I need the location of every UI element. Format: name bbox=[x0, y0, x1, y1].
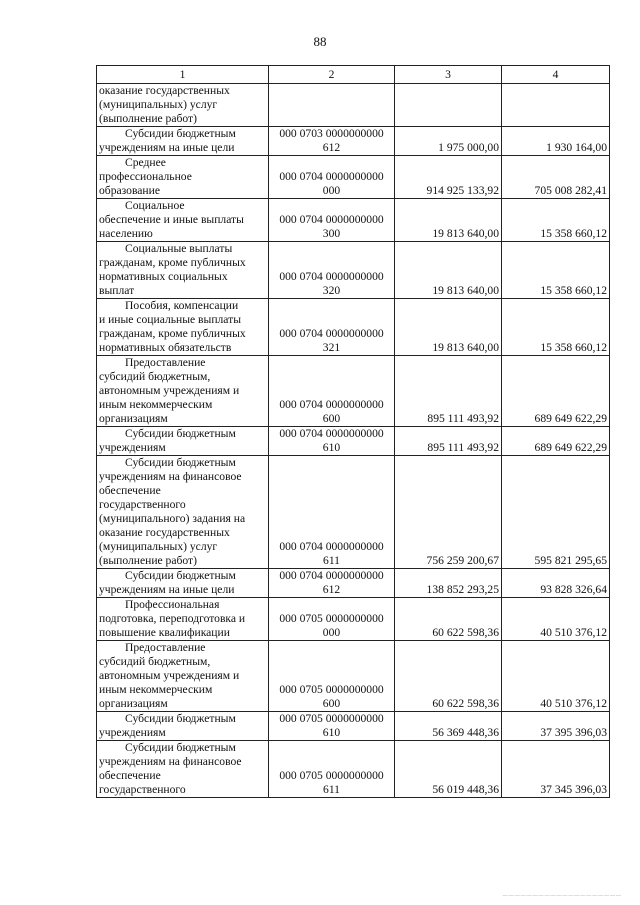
row-name-line: нормативных социальных bbox=[99, 270, 228, 283]
row-amount-cell: 15 358 660,12 bbox=[502, 199, 610, 242]
row-amount-cell: 705 008 282,41 bbox=[502, 156, 610, 199]
row-name-line: Социальные выплаты bbox=[125, 242, 233, 255]
row-code-line: 610 bbox=[322, 726, 341, 739]
table-row bbox=[97, 712, 610, 741]
row-name-line: выплат bbox=[99, 284, 135, 297]
row-code-line: 612 bbox=[322, 141, 341, 154]
row-code-line: 000 0705 0000000000 bbox=[279, 683, 384, 696]
row-name-line: профессиональное bbox=[99, 170, 192, 183]
row-name-line: Субсидии бюджетным bbox=[125, 427, 236, 440]
row-name-line: Пособия, компенсации bbox=[125, 299, 239, 312]
row-amount-cell: 19 813 640,00 bbox=[395, 299, 502, 356]
row-code-cell bbox=[269, 356, 395, 427]
column-header: 3 bbox=[395, 66, 502, 84]
row-code-line: 000 0704 0000000000 bbox=[279, 170, 384, 183]
row-code-cell bbox=[269, 156, 395, 199]
row-name-line: Субсидии бюджетным bbox=[125, 127, 236, 140]
row-amount-cell: 15 358 660,12 bbox=[502, 299, 610, 356]
row-name-line: и иные социальные выплаты bbox=[99, 313, 242, 326]
column-header: 2 bbox=[269, 66, 395, 84]
table-row bbox=[97, 242, 610, 299]
row-name-line: гражданам, кроме публичных bbox=[99, 256, 246, 269]
row-name-line: учреждениям на финансовое bbox=[99, 470, 242, 483]
table-row bbox=[97, 427, 610, 456]
row-name-cell bbox=[97, 156, 269, 199]
row-code-line: 000 0704 0000000000 bbox=[279, 540, 384, 553]
column-header: 4 bbox=[502, 66, 610, 84]
row-name-line: иным некоммерческим bbox=[99, 683, 213, 696]
row-name-cell bbox=[97, 242, 269, 299]
row-code-line: 611 bbox=[323, 783, 340, 796]
table-row bbox=[97, 456, 610, 569]
row-name-line: Предоставление bbox=[125, 641, 206, 654]
row-code-cell bbox=[269, 712, 395, 741]
row-code-line: 000 0704 0000000000 bbox=[279, 327, 384, 340]
row-name-line: (выполнение работ) bbox=[99, 112, 197, 125]
row-name-cell bbox=[97, 712, 269, 741]
row-name-line: организациям bbox=[99, 697, 168, 710]
row-amount-cell: 138 852 293,25 bbox=[395, 569, 502, 598]
row-amount-cell: 1 930 164,00 bbox=[502, 127, 610, 156]
row-name-line: государственного bbox=[99, 498, 186, 511]
row-name-cell bbox=[97, 569, 269, 598]
row-code-cell bbox=[269, 199, 395, 242]
row-name-line: образование bbox=[99, 184, 160, 197]
row-code-cell bbox=[269, 242, 395, 299]
footer-artifact: ──────────────────── bbox=[502, 892, 622, 900]
row-name-cell bbox=[97, 741, 269, 798]
row-amount-cell: 595 821 295,65 bbox=[502, 456, 610, 569]
table-row bbox=[97, 641, 610, 712]
row-code-line: 000 0705 0000000000 bbox=[279, 712, 384, 725]
row-name-cell bbox=[97, 598, 269, 641]
budget-table bbox=[96, 65, 610, 798]
row-amount-cell: 40 510 376,12 bbox=[502, 598, 610, 641]
table-row bbox=[97, 156, 610, 199]
row-amount-cell bbox=[502, 84, 610, 127]
row-name-cell bbox=[97, 299, 269, 356]
row-name-cell bbox=[97, 84, 269, 127]
row-code-cell bbox=[269, 598, 395, 641]
row-amount-cell: 1 975 000,00 bbox=[395, 127, 502, 156]
row-amount-cell: 37 395 396,03 bbox=[502, 712, 610, 741]
row-name-line: обеспечение bbox=[99, 769, 161, 782]
row-code-line: 000 0704 0000000000 bbox=[279, 270, 384, 283]
row-name-line: оказание государственных bbox=[99, 84, 230, 97]
row-name-cell bbox=[97, 127, 269, 156]
row-name-line: гражданам, кроме публичных bbox=[99, 327, 246, 340]
row-code-line: 000 bbox=[322, 184, 341, 197]
row-name-line: повышение квалификации bbox=[99, 626, 230, 639]
row-name-line: Социальное bbox=[125, 199, 185, 212]
row-code-line: 000 0703 0000000000 bbox=[279, 127, 384, 140]
row-amount-cell: 56 019 448,36 bbox=[395, 741, 502, 798]
table-row bbox=[97, 84, 610, 127]
row-amount-cell: 19 813 640,00 bbox=[395, 199, 502, 242]
row-code-line: 000 0705 0000000000 bbox=[279, 769, 384, 782]
row-code-line: 320 bbox=[322, 284, 341, 297]
row-name-line: автономным учреждениям и bbox=[99, 669, 240, 682]
table-row bbox=[97, 199, 610, 242]
row-amount-cell: 37 345 396,03 bbox=[502, 741, 610, 798]
row-code-cell bbox=[269, 127, 395, 156]
row-amount-cell: 40 510 376,12 bbox=[502, 641, 610, 712]
row-name-line: подготовка, переподготовка и bbox=[99, 612, 246, 625]
row-amount-cell: 914 925 133,92 bbox=[395, 156, 502, 199]
row-code-cell bbox=[269, 299, 395, 356]
row-code-cell bbox=[269, 641, 395, 712]
row-name-line: субсидий бюджетным, bbox=[99, 655, 211, 668]
row-code-line: 000 0705 0000000000 bbox=[279, 612, 384, 625]
row-name-line: государственного bbox=[99, 783, 186, 796]
row-name-line: учреждениям на иные цели bbox=[99, 583, 235, 596]
row-name-line: (муниципальных) услуг bbox=[99, 540, 218, 553]
row-name-line: автономным учреждениям и bbox=[99, 384, 240, 397]
row-code-cell bbox=[269, 741, 395, 798]
row-name-line: учреждениям bbox=[99, 726, 166, 739]
row-amount-cell: 19 813 640,00 bbox=[395, 242, 502, 299]
row-amount-cell: 895 111 493,92 bbox=[395, 356, 502, 427]
row-name-line: Субсидии бюджетным bbox=[125, 712, 236, 725]
row-code-line: 612 bbox=[322, 583, 341, 596]
row-amount-cell: 756 259 200,67 bbox=[395, 456, 502, 569]
row-name-line: учреждениям bbox=[99, 441, 166, 454]
row-name-line: (выполнение работ) bbox=[99, 554, 197, 567]
row-code-line: 600 bbox=[322, 697, 341, 710]
row-name-line: (муниципального) задания на bbox=[99, 512, 246, 525]
row-name-line: Среднее bbox=[125, 156, 166, 169]
row-name-line: оказание государственных bbox=[99, 526, 230, 539]
row-name-line: Субсидии бюджетным bbox=[125, 569, 236, 582]
row-name-line: учреждениям на иные цели bbox=[99, 141, 235, 154]
row-name-line: организациям bbox=[99, 412, 168, 425]
column-header: 1 bbox=[97, 66, 269, 84]
row-name-line: Профессиональная bbox=[125, 598, 220, 611]
row-code-cell bbox=[269, 456, 395, 569]
row-name-cell bbox=[97, 427, 269, 456]
row-name-line: учреждениям на финансовое bbox=[99, 755, 242, 768]
row-code-line: 300 bbox=[322, 227, 341, 240]
row-name-cell bbox=[97, 199, 269, 242]
row-code-line: 000 0704 0000000000 bbox=[279, 427, 384, 440]
row-amount-cell bbox=[395, 84, 502, 127]
row-code-line: 321 bbox=[322, 341, 341, 354]
row-amount-cell: 60 622 598,36 bbox=[395, 641, 502, 712]
row-amount-cell: 56 369 448,36 bbox=[395, 712, 502, 741]
row-name-cell bbox=[97, 456, 269, 569]
row-name-line: обеспечение и иные выплаты bbox=[99, 213, 244, 226]
table-row bbox=[97, 741, 610, 798]
row-amount-cell: 895 111 493,92 bbox=[395, 427, 502, 456]
table-row bbox=[97, 598, 610, 641]
table-body bbox=[97, 84, 610, 798]
table-row bbox=[97, 569, 610, 598]
table-row bbox=[97, 299, 610, 356]
row-code-line: 000 bbox=[322, 626, 341, 639]
row-name-line: иным некоммерческим bbox=[99, 398, 213, 411]
row-code-line: 000 0704 0000000000 bbox=[279, 213, 384, 226]
row-code-line: 611 bbox=[323, 554, 340, 567]
table-row bbox=[97, 127, 610, 156]
row-amount-cell: 689 649 622,29 bbox=[502, 356, 610, 427]
table-row bbox=[97, 356, 610, 427]
row-code-cell bbox=[269, 427, 395, 456]
page-number: 88 bbox=[313, 34, 327, 49]
row-name-line: Предоставление bbox=[125, 356, 206, 369]
row-name-cell bbox=[97, 356, 269, 427]
row-name-line: населению bbox=[99, 227, 153, 240]
row-name-line: Субсидии бюджетным bbox=[125, 456, 236, 469]
row-name-line: Субсидии бюджетным bbox=[125, 741, 236, 754]
row-name-cell bbox=[97, 641, 269, 712]
row-name-line: (муниципальных) услуг bbox=[99, 98, 218, 111]
row-amount-cell: 15 358 660,12 bbox=[502, 242, 610, 299]
row-code-line: 000 0704 0000000000 bbox=[279, 398, 384, 411]
row-code-cell bbox=[269, 84, 395, 127]
row-name-line: нормативных обязательств bbox=[99, 341, 232, 354]
row-code-line: 000 0704 0000000000 bbox=[279, 569, 384, 582]
row-amount-cell: 93 828 326,64 bbox=[502, 569, 610, 598]
row-amount-cell: 60 622 598,36 bbox=[395, 598, 502, 641]
row-code-cell bbox=[269, 569, 395, 598]
row-name-line: обеспечение bbox=[99, 484, 161, 497]
row-code-line: 610 bbox=[322, 441, 341, 454]
row-amount-cell: 689 649 622,29 bbox=[502, 427, 610, 456]
table-header-row bbox=[97, 66, 610, 84]
row-code-line: 600 bbox=[322, 412, 341, 425]
row-name-line: субсидий бюджетным, bbox=[99, 370, 211, 383]
